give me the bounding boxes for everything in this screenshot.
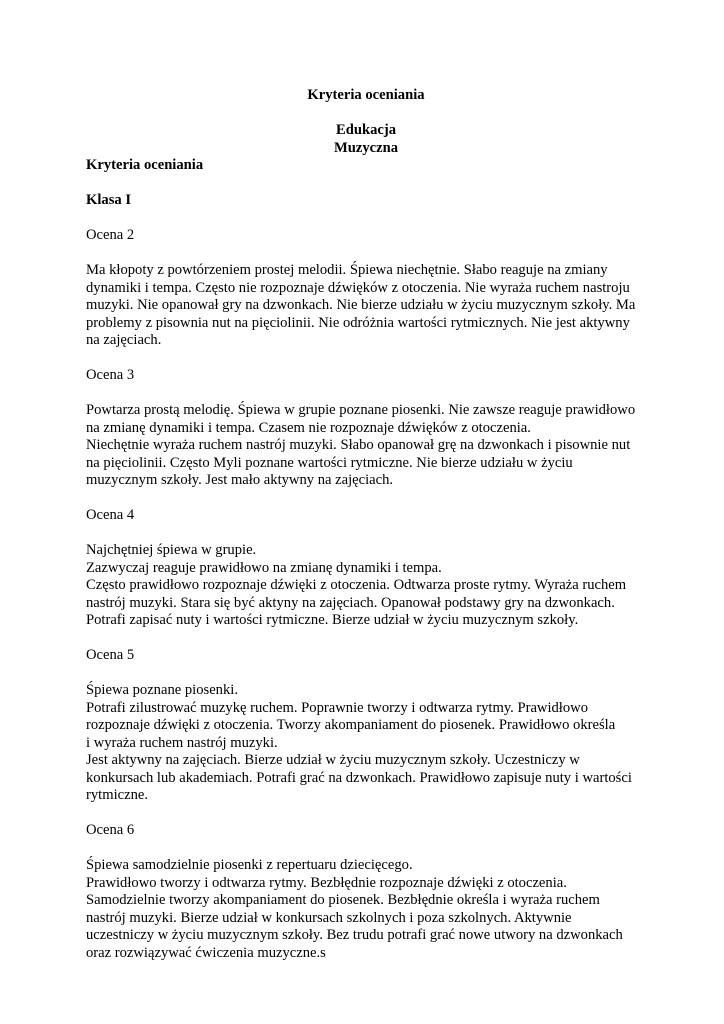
class-heading: Klasa I	[86, 192, 132, 208]
spacer	[86, 350, 646, 368]
grade-label: Ocena 6	[86, 822, 135, 838]
spacer	[86, 630, 646, 648]
spacer	[86, 665, 646, 683]
paragraph-line: Ma kłopoty z powtórzeniem prostej melodii. Śpiewa niechętnie. Słabo reaguje na zmiany	[86, 262, 608, 278]
grade-criteria-paragraph	[86, 402, 646, 490]
paragraph-line: Często prawidłowo rozpoznaje dźwięki z otoczenia. Odtwarza proste rytmy. Wyraża ruchem	[86, 577, 627, 593]
paragraph-line: konkursach lub akademiach. Potrafi grać na dzwonkach. Prawidłowo zapisuje nuty i wartości	[86, 769, 632, 786]
spacer	[86, 490, 646, 508]
paragraph-line: Jest aktywny na zajęciach. Bierze udział w życiu muzycznym szkoły. Uczestniczy w	[86, 752, 580, 768]
paragraph-line: Zazwyczaj reaguje prawidłowo na zmianę dynamiki i tempa.	[86, 559, 442, 576]
paragraph-line: problemy z pisownia nut na pięciolinii. Nie odróżnia wartości rytmicznych. Nie jest aktywny	[86, 314, 630, 331]
paragraph-line: Powtarza prostą melodię. Śpiewa w grupie poznane piosenki. Nie zawsze reaguje prawidłowo	[86, 402, 636, 418]
paragraph-line: rozpoznaje dźwięki z otoczenia. Tworzy akompaniament do piosenek. Prawidłowo określa	[86, 717, 616, 733]
grade-criteria-paragraph	[86, 262, 646, 350]
grade-criteria-paragraph	[86, 542, 646, 630]
grade-criteria-paragraph	[86, 857, 646, 962]
paragraph-line: Potrafi zapisać nuty i wartości rytmiczne. Bierze udział w życiu muzycznym szkoły.	[86, 612, 579, 628]
paragraph-line: na pięciolinii. Często Myli poznane wartości rytmiczne. Nie bierze udziału w życiu	[86, 454, 573, 471]
grade-sections	[86, 227, 646, 962]
document-page	[86, 87, 646, 962]
document-subtitle	[86, 122, 646, 157]
section-heading: Kryteria oceniania	[86, 157, 204, 173]
paragraph-line: Potrafi zilustrować muzykę ruchem. Poprawnie tworzy i odtwarza rytmy. Prawidłowo	[86, 699, 588, 716]
grade-label: Ocena 3	[86, 367, 135, 383]
spacer	[86, 840, 646, 858]
paragraph-line: oraz rozwiązywać ćwiczenia muzyczne.s	[86, 944, 326, 961]
grade-label: Ocena 2	[86, 227, 135, 243]
paragraph-line: i wyraża ruchem nastrój muzyki.	[86, 734, 278, 751]
paragraph-line: Śpiewa samodzielnie piosenki z repertuaru dziecięcego.	[86, 857, 413, 873]
subtitle-line: Edukacja	[335, 122, 396, 138]
paragraph-line: muzycznym szkoły. Jest mało aktywny na zajęciach.	[86, 472, 394, 488]
spacer	[86, 105, 646, 123]
spacer	[86, 385, 646, 403]
spacer	[86, 245, 646, 263]
paragraph-line: Najchętniej śpiewa w grupie.	[86, 542, 257, 558]
paragraph-line: dynamiki i tempa. Często nie rozpoznaje dźwięków z otoczenia. Nie wyraża ruchem nastroju	[86, 279, 630, 296]
paragraph-line: rytmiczne.	[86, 787, 148, 803]
spacer	[86, 525, 646, 543]
subtitle-line: Muzyczna	[333, 139, 399, 156]
grade-label: Ocena 5	[86, 647, 135, 663]
document-title: Kryteria oceniania	[307, 87, 425, 103]
grade-label: Ocena 4	[86, 507, 135, 523]
paragraph-line: Prawidłowo tworzy i odtwarza rytmy. Bezbłędnie rozpoznaje dźwięki z otoczenia.	[86, 874, 567, 891]
spacer	[86, 805, 646, 823]
paragraph-line: uczestniczy w życiu muzycznym szkoły. Bez trudu potrafi grać nowe utwory na dzwonkach	[86, 927, 623, 943]
paragraph-line: nastrój muzyki. Stara się być aktyny na zajęciach. Opanował podstawy gry na dzwonkach.	[86, 594, 615, 611]
spacer	[86, 210, 646, 228]
paragraph-line: Śpiewa poznane piosenki.	[86, 682, 238, 698]
paragraph-line: Samodzielnie tworzy akompaniament do piosenek. Bezbłędnie określa i wyraża ruchem	[86, 892, 600, 908]
paragraph-line: na zmianę dynamiki i tempa. Czasem nie rozpoznaje dźwięków z otoczenia.	[86, 419, 531, 436]
paragraph-line: nastrój muzyki. Bierze udział w konkursach szkolnych i poza szkolnych. Aktywnie	[86, 909, 572, 926]
paragraph-line: muzyki. Nie opanował gry na dzwonkach. Nie bierze udziału w życiu muzycznym szkoły. Ma	[86, 297, 636, 313]
spacer	[86, 175, 646, 193]
paragraph-line: Niechętnie wyraża ruchem nastrój muzyki. Słabo opanował grę na dzwonkach i pisownie nut	[86, 437, 631, 453]
paragraph-line: na zajęciach.	[86, 332, 162, 348]
grade-criteria-paragraph	[86, 682, 646, 805]
